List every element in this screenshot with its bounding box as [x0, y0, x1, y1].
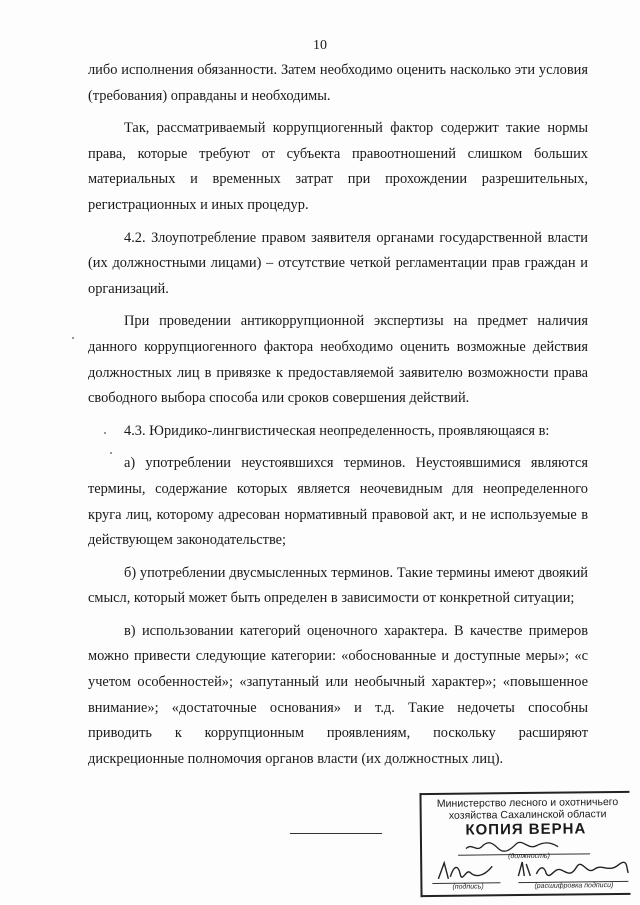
certified-copy-stamp	[419, 791, 630, 897]
paragraph-item-c: в) использовании категорий оценочного характера. В качестве примеров можно привести следующие категории: «обоснованные и доступные меры»; «с учетом особенностей»; «запутанный или необычный характер»; «повышенное внимание»; «достаточные основания» и т.д. Такие недочеты способны приводить к коррупционным проявлениям, поскольку расширяют дискреционные полномочия органов власти (их должностных лиц).	[88, 622, 588, 767]
page-number: 10	[313, 38, 327, 53]
stamp-title: КОПИЯ ВЕРНА	[465, 820, 587, 839]
signature-line	[290, 833, 382, 834]
scan-speck	[72, 337, 74, 339]
stamp-organization-line2: хозяйства Сахалинской области	[448, 808, 607, 822]
paragraph-4-2: 4.2. Злоупотребление правом заявителя органами государственной власти (их должностными лицами) – отсутствие четкой регламентации прав граждан и организаций.	[88, 229, 588, 297]
stamp-organization-line1: Министерство лесного и охотничьего	[436, 796, 619, 810]
scan-speck	[110, 452, 112, 454]
stamp-organization	[426, 796, 630, 822]
decoding-caption: (расшифровка подписи)	[534, 882, 614, 890]
signature-caption: (подпись)	[452, 883, 484, 891]
document-body	[88, 58, 588, 779]
signature-decoding-handwritten	[514, 855, 630, 884]
paragraph-item-a: а) употреблении неустоявшихся терминов. Неустоявшимися являются термины, содержание которых является неочевидным для неопределенного круга лиц, которому адресован нормативный правовой акт, и не используемые в действующем законодательстве;	[88, 455, 588, 549]
paragraph-expertise: При проведении антикоррупционной экспертизы на предмет наличия данного коррупциогенного фактора необходимо оценить возможные действия должностных лиц в привязке к предоставляемой заявителю возможности права свободного выбора способа или сроков совершения действий.	[88, 313, 588, 407]
paragraph-4-3: 4.3. Юридико-лингвистическая неопределенность, проявляющаяся в:	[124, 422, 550, 439]
scan-speck	[104, 432, 106, 434]
paragraph-item-b: б) употреблении двусмысленных терминов. Такие термины имеют двоякий смысл, который может быть определен в зависимости от конкретной ситуации;	[88, 564, 588, 607]
signature-scribble	[432, 858, 502, 885]
paragraph-corruption-factor: Так, рассматриваемый коррупциогенный фактор содержит такие нормы права, которые требуют от субъекта правоотношений слишком больших материальных и временных затрат при прохождении разрешительных, регистрационных и иных процедур.	[88, 120, 588, 213]
position-caption: (должность)	[508, 852, 550, 861]
paragraph-continuation: либо исполнения обязанности. Затем необходимо оценить насколько эти условия (требования) оправданы и необходимы.	[88, 62, 588, 104]
